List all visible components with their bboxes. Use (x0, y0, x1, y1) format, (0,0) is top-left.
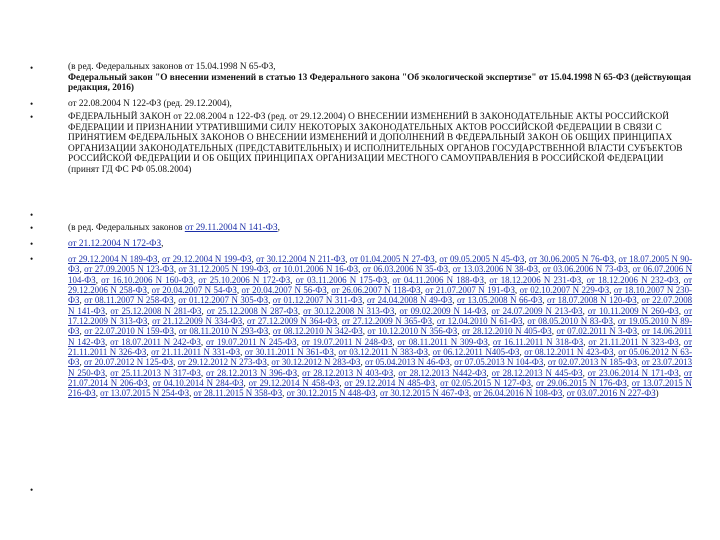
separator: , (147, 378, 153, 389)
amendment-link[interactable]: от 08.12.2011 N 423-ФЗ (524, 347, 614, 358)
separator: , (201, 305, 207, 316)
amendment-link[interactable]: от 13.07.2015 N 254-ФЗ (100, 388, 190, 399)
separator: , (79, 326, 85, 337)
amendment-link[interactable]: от 29.12.2014 N 458-ФЗ (248, 378, 340, 389)
amendment-link[interactable]: от 28.12.2013 N 403-ФЗ (302, 367, 394, 378)
separator: , (452, 295, 457, 306)
separator: , (146, 285, 152, 296)
amendment-link[interactable]: от 29.12.2012 N 273-ФЗ (177, 357, 267, 368)
separator: , (236, 285, 242, 296)
separator: , (105, 305, 111, 316)
amendment-link[interactable]: от 08.05.2010 N 83-ФЗ (527, 316, 614, 327)
separator: , (519, 347, 525, 358)
list-item (68, 239, 692, 250)
separator: , (457, 326, 462, 337)
separator: , (678, 367, 684, 378)
amendment-link[interactable]: от 26.04.2016 N 108-ФЗ (473, 388, 563, 399)
amendment-link[interactable]: от 19.07.2011 N 248-ФЗ (301, 336, 393, 347)
separator: , (637, 326, 642, 337)
separator: , (678, 305, 684, 316)
amendment-link[interactable]: от 06.12.2011 N405-ФЗ (432, 347, 520, 358)
amendment-link[interactable]: от 04.10.2014 N 284-ФЗ (152, 378, 244, 389)
amendment-link[interactable]: от 21.07.2014 N 206-ФЗ (68, 367, 693, 389)
amendment-link[interactable]: от 10.12.2010 N 356-ФЗ (367, 326, 458, 337)
amendment-link[interactable]: от 13.07.2015 N 216-ФЗ (68, 378, 692, 399)
amendment-link[interactable]: от 17.12.2009 N 313-ФЗ (68, 305, 693, 327)
amendment-link[interactable]: от 20.04.2007 N 56-ФЗ (241, 285, 327, 296)
bullet: • (30, 210, 34, 220)
amendment-link[interactable]: от 02.10.2007 N 229-ФЗ (519, 285, 610, 296)
separator: , (435, 378, 441, 389)
separator: , (268, 326, 273, 337)
separator: , (79, 357, 84, 368)
amendment-link[interactable]: от 03.06.2006 N 73-ФЗ (542, 264, 628, 275)
separator: , (95, 274, 102, 285)
amendment-link[interactable]: от 18.12.2006 N 232-ФЗ (586, 274, 679, 285)
amendment-link[interactable]: от 21.11.2011 N 326-ФЗ (68, 336, 692, 358)
amendment-link[interactable]: от 23.07.2013 N 250-ФЗ (68, 357, 693, 378)
separator: , (266, 357, 272, 368)
amendment-link[interactable]: от 14.06.2011 N 142-ФЗ (68, 326, 693, 347)
separator: , (268, 295, 273, 306)
separator: , (636, 295, 642, 306)
item-suffix: , (161, 239, 164, 249)
separator: , (468, 388, 474, 399)
amendment-link[interactable]: от 16.10.2006 N 160-ФЗ (101, 274, 193, 285)
amendment-link[interactable]: от 27.12.2009 N 364-ФЗ (247, 316, 338, 327)
bullet: • (30, 239, 34, 249)
amendment-link[interactable]: от 30.12.2008 N 313-ФЗ (303, 305, 395, 316)
separator: , (146, 347, 152, 358)
separator: , (251, 254, 257, 264)
separator: , (192, 274, 199, 285)
separator: , (582, 305, 588, 316)
amendment-link[interactable]: от 28.12.2013 N 445-ФЗ (491, 367, 583, 378)
amendment-link[interactable]: от 21.12.2009 N 334-ФЗ (152, 316, 243, 327)
amendment-link[interactable]: от 18.12.2006 N 231-ФЗ (489, 274, 582, 285)
amendment-link[interactable]: от 28.12.2010 N 405-ФЗ (461, 326, 552, 337)
separator: , (627, 264, 633, 275)
separator: , (345, 254, 350, 264)
amendment-link[interactable]: от 28.11.2015 N 358-ФЗ (193, 388, 283, 399)
amendment-link[interactable]: от 01.12.2007 N 305-ФЗ (178, 295, 269, 306)
separator: , (420, 285, 426, 296)
amendment-link[interactable]: от 19.07.2011 N 245-ФЗ (205, 336, 297, 347)
amendment-link[interactable]: от 29.12.2014 N 485-ФЗ (344, 378, 436, 389)
separator: , (326, 285, 332, 296)
separator: , (243, 378, 249, 389)
bullet: • (30, 223, 34, 233)
separator: , (522, 316, 528, 327)
amendment-link[interactable]: от 21.07.2007 N 191-ФЗ (425, 285, 515, 296)
amendment-link[interactable]: от 30.12.2012 N 283-ФЗ (271, 357, 361, 368)
separator: , (581, 274, 587, 285)
separator: , (297, 305, 304, 316)
list-item (68, 112, 692, 176)
separator: , (362, 326, 368, 337)
separator: , (514, 285, 520, 296)
amendment-link[interactable]: от 08.12.2010 N 342-ФЗ (272, 326, 363, 337)
separator: , (337, 316, 342, 327)
separator: , (268, 264, 273, 275)
amendment-link[interactable]: от 26.06.2007 N 118-ФЗ (331, 285, 421, 296)
amendment-link[interactable]: от 27.09.2005 N 123-ФЗ (84, 264, 174, 275)
separator: , (200, 336, 206, 347)
amendment-link[interactable]: от 25.12.2008 N 281-ФЗ (110, 305, 202, 316)
amendment-link[interactable]: от 30.12.2015 N 448-ФЗ (286, 388, 376, 399)
separator: , (678, 336, 684, 347)
amendment-link[interactable]: от 29.12.2004 N 189-ФЗ (68, 254, 158, 264)
amendment-link[interactable]: от 21.11.2011 N 323-ФЗ (588, 336, 679, 347)
law-title-bold: Федеральный закон "О внесении изменений в статью 13 Федерального закона "Об экологической экспертизе" от 15.04.1998 N 65-ФЗ (действующая редакция, 2016) (68, 72, 692, 94)
separator: , (147, 316, 153, 327)
separator: , (242, 316, 248, 327)
separator: , (362, 295, 367, 306)
amendment-link[interactable]: от 18.07.2005 N 90-ФЗ (68, 254, 693, 275)
amendment-link[interactable]: от 02.05.2015 N 127-ФЗ (440, 378, 531, 389)
amendment-link[interactable]: от 12.04.2010 N 61-ФЗ (436, 316, 523, 327)
separator: , (562, 388, 567, 399)
amendment-link[interactable]: от 01.04.2005 N 27-ФЗ (349, 254, 435, 264)
amendment-link[interactable]: от 30.12.2015 N 467-ФЗ (379, 388, 469, 399)
separator: , (678, 274, 684, 285)
amendment-link[interactable]: от 18.07.2008 N 120-ФЗ (547, 295, 637, 306)
item-text: от 22.08.2004 N 122-ФЗ (ред. 29.12.2004), (68, 99, 232, 109)
amendment-link[interactable]: от 19.05.2010 N 89-ФЗ (68, 316, 693, 337)
separator: , (189, 388, 194, 399)
separator: , (637, 357, 642, 368)
amendment-link[interactable]: от 29.11.2004 N 141-ФЗ (184, 223, 278, 233)
separator: , (375, 388, 380, 399)
item-suffix: , (277, 223, 280, 233)
amendment-link[interactable]: от 13.05.2008 N 66-ФЗ (456, 295, 543, 306)
list-item (68, 62, 692, 94)
separator: , (613, 254, 619, 264)
amendment-link[interactable]: от 08.11.2007 N 258-ФЗ (84, 295, 174, 306)
separator: , (173, 295, 179, 306)
separator: , (157, 254, 163, 264)
separator: , (448, 264, 453, 275)
separator: , (551, 326, 557, 337)
separator: , (95, 388, 101, 399)
bullet: • (30, 63, 34, 73)
separator: , (434, 254, 440, 264)
separator: , (582, 367, 588, 378)
amendment-link[interactable]: от 28.12.2013 N442-ФЗ (398, 367, 487, 378)
amendment-link[interactable]: от 10.11.2009 N 260-ФЗ (587, 305, 679, 316)
amendment-link[interactable]: от 07.02.2011 N 3-ФЗ (556, 326, 638, 337)
separator: , (449, 357, 455, 368)
separator: , (483, 274, 490, 285)
amendment-link[interactable]: от 29.06.2015 N 176-ФЗ (535, 378, 627, 389)
amendment-link[interactable]: от 07.05.2013 N 104-ФЗ (454, 357, 544, 368)
separator: , (609, 285, 614, 296)
amendment-link[interactable]: от 23.06.2014 N 171-ФЗ (587, 367, 679, 378)
separator: , (583, 336, 589, 347)
adoption-note: (принят ГД ФС РФ 05.08.2004) (68, 164, 192, 175)
item-text: (в ред. Федеральных законов от 15.04.1998 N 65-ФЗ, (68, 62, 276, 72)
separator: , (105, 336, 111, 347)
amendment-link[interactable]: от 31.12.2005 N 199-ФЗ (178, 264, 269, 275)
separator: , (173, 264, 179, 275)
amendment-link[interactable]: от 03.07.2016 N 227-ФЗ (566, 388, 656, 399)
amendment-link[interactable]: от 02.07.2013 N 185-ФЗ (547, 357, 638, 368)
separator: , (387, 274, 393, 285)
amendment-link[interactable]: от 04.11.2006 N 188-ФЗ (392, 274, 484, 285)
amendment-link[interactable]: от 06.03.2006 N 35-ФЗ (362, 264, 449, 275)
amendment-link[interactable]: от 10.01.2006 N 16-ФЗ (272, 264, 359, 275)
amendment-link[interactable]: от 21.11.2011 N 331-ФЗ (151, 347, 241, 358)
separator: , (200, 367, 207, 378)
separator: , (613, 316, 618, 327)
amendment-link[interactable]: от 21.12.2004 N 172-ФЗ (68, 239, 162, 249)
closing-paren: ) (655, 388, 659, 399)
separator: , (79, 295, 85, 306)
amendment-link[interactable]: от 28.12.2013 N 396-ФЗ (206, 367, 298, 378)
amendment-link[interactable]: от 24.07.2009 N 213-ФЗ (491, 305, 583, 316)
bullet: • (30, 485, 34, 495)
amendment-link[interactable]: от 18.10.2007 N 230-ФЗ (68, 285, 692, 306)
separator: , (524, 254, 529, 264)
law-full-title: ФЕДЕРАЛЬНЫЙ ЗАКОН от 22.08.2004 n 122-ФЗ (ред. от 29.12.2004) О ВНЕСЕНИИ ИЗМЕНЕНИЙ В ЗАКОНОДАТЕЛЬНЫЕ АКТЫ РОССИЙСКОЙ ФЕДЕРАЦИИ И ПРИЗНАНИИ УТРАТИВШИМИ СИЛУ НЕКОТОРЫХ ЗАКОНОДАТЕЛЬНЫХ АКТОВ РОССИЙСКОЙ ФЕДЕРАЦИИ В СВЯЗИ С ПРИНЯТИЕМ ФЕДЕРАЛЬНЫХ ЗАКОНОВ О ВНЕСЕНИИ ИЗМЕНЕНИЙ И ДОПОЛНЕНИЙ В ФЕДЕРАЛЬНЫЙ ЗАКОН ОБ ОБЩИХ ПРИНЦИПАХ ОРГАНИЗАЦИИ ЗАКОНОДАТЕЛЬНЫХ (ПРЕДСТАВИТЕЛЬНЫХ) И ИСПОЛНИТЕЛЬНЫХ ОРГАНОВ ГОСУДАРСТВЕННОЙ ВЛАСТИ СУБЪЕКТОВ РОССИЙСКОЙ ФЕДЕРАЦИИ И ОБ ОБЩИХ ПРИНЦИПАХ ОРГАНИЗАЦИИ МЕСТНОГО САМОУПРАВЛЕНИЯ В РОССИЙСКОЙ ФЕДЕРАЦИИ (68, 112, 683, 165)
amendment-link[interactable]: от 16.11.2011 N 318-ФЗ (492, 336, 584, 347)
list-item (68, 99, 692, 110)
amendment-link[interactable]: от 25.11.2013 N 317-ФЗ (110, 367, 201, 378)
bullet: • (30, 99, 34, 109)
amendment-link[interactable]: от 27.12.2009 N 365-ФЗ (341, 316, 433, 327)
bullet: • (30, 254, 34, 264)
amendment-link[interactable]: от 24.04.2008 N 49-ФЗ (366, 295, 453, 306)
separator: , (432, 316, 437, 327)
separator: , (240, 347, 245, 358)
separator: , (427, 347, 433, 358)
amendment-link[interactable]: от 05.04.2013 N 46-ФЗ (365, 357, 450, 368)
separator: , (543, 357, 548, 368)
amendment-link[interactable]: от 29.12.2004 N 199-ФЗ (162, 254, 252, 264)
item-prefix: (в ред. Федеральных законов (68, 223, 185, 233)
separator: , (486, 367, 492, 378)
separator: , (173, 326, 179, 337)
amendment-link[interactable]: от 25.10.2006 N 172-ФЗ (198, 274, 291, 285)
separator: , (394, 305, 400, 316)
separator: , (173, 357, 178, 368)
amendment-link[interactable]: от 13.03.2006 N 38-ФЗ (452, 264, 538, 275)
amendment-link[interactable]: от 06.07.2006 N 104-ФЗ (68, 264, 693, 285)
separator: , (393, 367, 399, 378)
separator: , (530, 378, 536, 389)
amendment-link[interactable]: от 20.07.2012 N 125-ФЗ (83, 357, 174, 368)
separator: , (282, 388, 287, 399)
amendment-link[interactable]: от 30.12.2004 N 211-ФЗ (256, 254, 346, 264)
amendment-link[interactable]: от 30.11.2011 N 361-ФЗ (244, 347, 334, 358)
amendment-link[interactable]: от 25.12.2008 N 287-ФЗ (206, 305, 298, 316)
amendment-link[interactable]: от 20.04.2007 N 54-ФЗ (151, 285, 237, 296)
amendment-link[interactable]: от 18.07.2011 N 242-ФЗ (110, 336, 201, 347)
amendment-link[interactable]: от 03.12.2011 N 383-ФЗ (338, 347, 428, 358)
list-item (68, 223, 692, 234)
separator: , (486, 305, 492, 316)
amendment-link[interactable]: от 29.12.2006 N 258-ФЗ (68, 274, 692, 296)
separator: , (296, 336, 302, 347)
separator: , (360, 357, 365, 368)
amendment-link[interactable]: от 09.02.2009 N 14-ФЗ (399, 305, 487, 316)
separator: , (358, 264, 363, 275)
amendment-link[interactable]: от 08.11.2011 N 309-ФЗ (397, 336, 488, 347)
separator: , (339, 378, 345, 389)
amendment-links-list (68, 254, 692, 399)
separator: , (613, 347, 619, 358)
amendment-link[interactable]: от 09.05.2005 N 45-ФЗ (439, 254, 525, 264)
separator: , (290, 274, 296, 285)
separator: , (392, 336, 398, 347)
amendment-link[interactable]: от 05.06.2012 N 63-ФЗ (68, 347, 693, 368)
separator: , (487, 336, 493, 347)
amendment-link[interactable]: от 30.06.2005 N 76-ФЗ (528, 254, 614, 264)
amendment-link[interactable]: от 22.07.2010 N 159-ФЗ (84, 326, 174, 337)
amendment-link[interactable]: от 08.11.2010 N 293-ФЗ (178, 326, 269, 337)
separator: , (333, 347, 339, 358)
separator: , (542, 295, 547, 306)
amendment-link[interactable]: от 22.07.2008 N 141-ФЗ (68, 295, 693, 316)
separator: , (79, 264, 85, 275)
separator: , (105, 367, 111, 378)
separator: , (537, 264, 543, 275)
amendment-link[interactable]: от 01.12.2007 N 311-ФЗ (272, 295, 363, 306)
amendment-link[interactable]: от 03.11.2006 N 175-ФЗ (295, 274, 388, 285)
bullet: • (30, 112, 34, 122)
separator: , (626, 378, 632, 389)
separator: , (297, 367, 303, 378)
